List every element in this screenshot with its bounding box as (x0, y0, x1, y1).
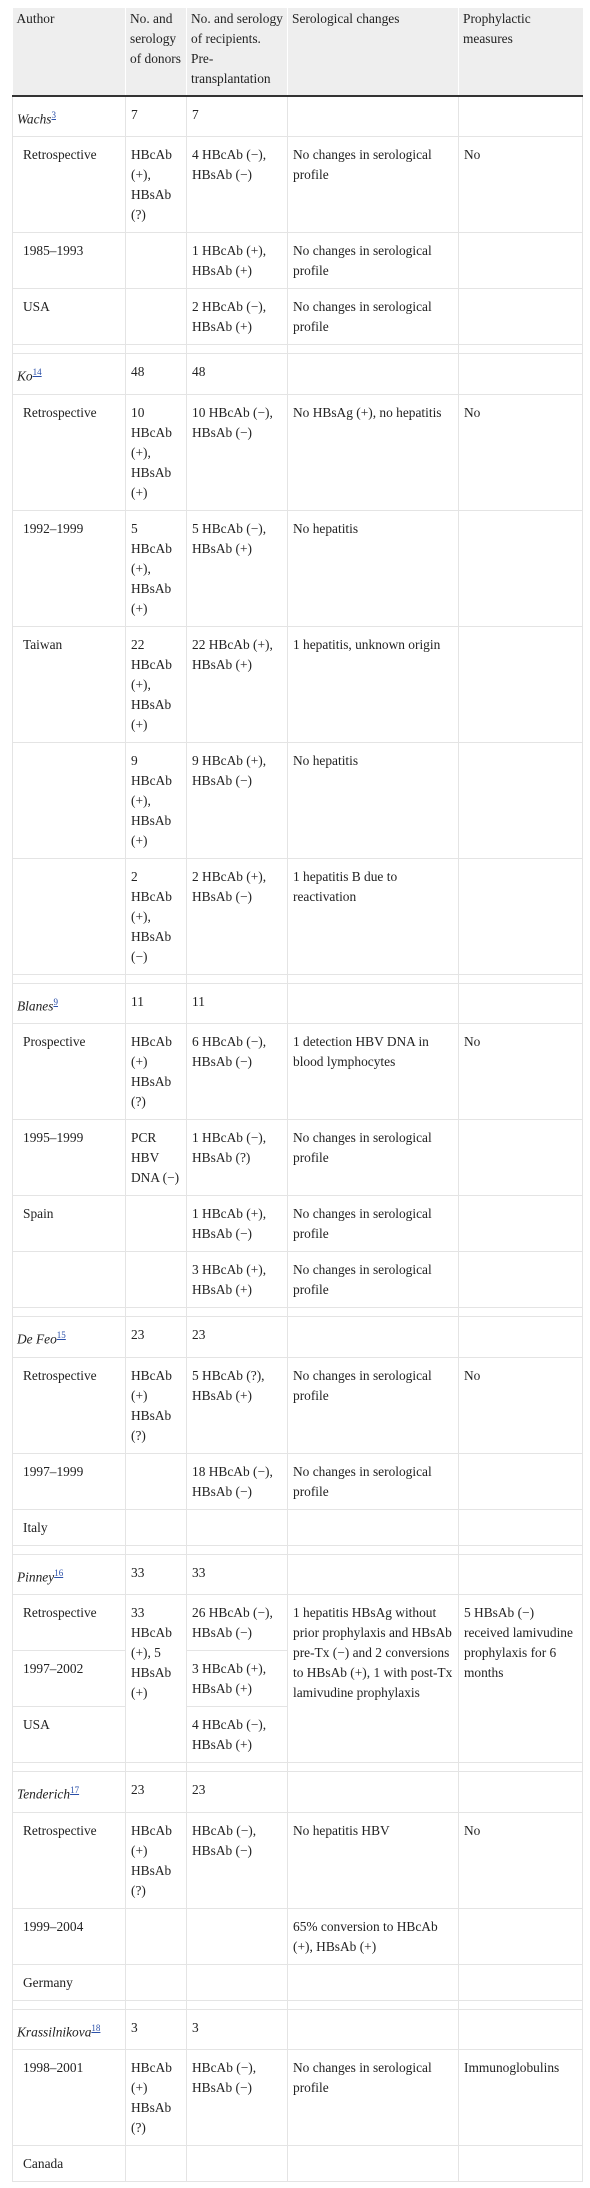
empty-cell (288, 1772, 459, 1812)
author-name: Blanes (17, 998, 54, 1014)
study-info: USA (13, 289, 126, 345)
prophylactic-measure (459, 858, 583, 974)
study-info: USA (13, 1707, 126, 1763)
donor-count: 23 (126, 1772, 187, 1812)
author-name: Tenderich (17, 1786, 71, 1802)
spacer-row (13, 1308, 583, 1317)
table-row (13, 1357, 583, 1453)
recipient-serology: 2 HBcAb (+), HBsAb (−) (187, 858, 288, 974)
donor-serology: PCR HBV DNA (−) (126, 1120, 187, 1196)
empty-cell (288, 1317, 459, 1357)
donor-serology (126, 1453, 187, 1509)
header-prophylactic-measures: Prophylactic measures (459, 8, 583, 96)
table-row (13, 289, 583, 345)
author-cell (13, 2009, 126, 2049)
author-row (13, 1772, 583, 1812)
study-info: Retrospective (13, 137, 126, 233)
recipient-serology: 9 HBcAb (+), HBsAb (−) (187, 742, 288, 858)
empty-cell (459, 354, 583, 394)
study-info: Retrospective (13, 1357, 126, 1453)
reference-link[interactable]: 18 (91, 2022, 101, 2033)
donor-serology (126, 1196, 187, 1252)
prophylactic-measure (459, 1196, 583, 1252)
reference-link[interactable]: 16 (54, 1567, 64, 1578)
serological-change: No hepatitis (288, 742, 459, 858)
recipient-serology: 3 HBcAb (+), HBsAb (+) (187, 1651, 288, 1707)
donor-count: 11 (126, 983, 187, 1023)
serological-change: No changes in serological profile (288, 1357, 459, 1453)
prophylactic-measure (459, 510, 583, 626)
header-author: Author (13, 8, 126, 96)
recipient-serology: 2 HBcAb (−), HBsAb (+) (187, 289, 288, 345)
study-info: 1997–1999 (13, 1453, 126, 1509)
table-row (13, 742, 583, 858)
table-row (13, 1453, 583, 1509)
author-name: Pinney (17, 1569, 55, 1585)
empty-cell (288, 1554, 459, 1594)
prophylactic-measure: No (459, 1024, 583, 1120)
reference-link[interactable]: 14 (32, 367, 42, 378)
author-row (13, 96, 583, 137)
empty-cell (459, 2009, 583, 2049)
prophylactic-measure (459, 742, 583, 858)
header-recipients: No. and serology of recipients. Pre-transplantation (187, 8, 288, 96)
serological-change: No changes in serological profile (288, 2050, 459, 2146)
prophylactic-measure (459, 1509, 583, 1545)
spacer-row (13, 974, 583, 983)
study-info: Canada (13, 2146, 126, 2182)
recipient-count: 33 (187, 1554, 288, 1594)
study-info: Retrospective (13, 1812, 126, 1908)
prophylactic-measure (459, 289, 583, 345)
recipient-serology: 5 HBcAb (−), HBsAb (+) (187, 510, 288, 626)
serological-change: 1 hepatitis HBsAg without prior prophylaxis and HBsAb pre-Tx (−) and 2 conversions to HBsAb (+), 1 with post-Tx lamivudine prophylaxis (288, 1595, 459, 1763)
serological-change (288, 2146, 459, 2182)
donor-serology (126, 1509, 187, 1545)
study-info: 1995–1999 (13, 1120, 126, 1196)
recipient-serology: 4 HBcAb (−), HBsAb (−) (187, 137, 288, 233)
table-row (13, 626, 583, 742)
donor-serology (126, 233, 187, 289)
recipient-serology: 1 HBcAb (+), HBsAb (+) (187, 233, 288, 289)
table-header (13, 8, 583, 96)
recipient-count: 23 (187, 1772, 288, 1812)
author-row (13, 2009, 583, 2049)
recipient-serology: 18 HBcAb (−), HBsAb (−) (187, 1453, 288, 1509)
author-cell (13, 96, 126, 137)
recipient-serology (187, 1509, 288, 1545)
recipient-serology (187, 2146, 288, 2182)
study-info: 1985–1993 (13, 233, 126, 289)
donor-serology (126, 1964, 187, 2000)
study-info (13, 858, 126, 974)
donor-serology: 9 HBcAb (+), HBsAb (+) (126, 742, 187, 858)
author-row (13, 1317, 583, 1357)
prophylactic-measure: No (459, 137, 583, 233)
donor-serology (126, 1908, 187, 1964)
prophylactic-measure: No (459, 1812, 583, 1908)
reference-link[interactable]: 3 (51, 110, 56, 120)
table-row (13, 1964, 583, 2000)
author-row (13, 983, 583, 1023)
study-info: Spain (13, 1196, 126, 1252)
donor-count: 3 (126, 2009, 187, 2049)
table-row (13, 2050, 583, 2146)
recipient-count: 23 (187, 1317, 288, 1357)
donor-serology: 5 HBcAb (+), HBsAb (+) (126, 510, 187, 626)
empty-cell (459, 1317, 583, 1357)
prophylactic-measure (459, 1964, 583, 2000)
recipient-count: 3 (187, 2009, 288, 2049)
donor-serology: HBcAb (+) HBsAb (?) (126, 1357, 187, 1453)
recipient-serology: HBcAb (−), HBsAb (−) (187, 2050, 288, 2146)
study-info: Germany (13, 1964, 126, 2000)
serological-change: 65% conversion to HBcAb (+), HBsAb (+) (288, 1908, 459, 1964)
donor-serology (126, 1252, 187, 1308)
table-row (13, 1595, 583, 1651)
table-row (13, 137, 583, 233)
header-row (13, 8, 583, 96)
recipient-serology: 4 HBcAb (−), HBsAb (+) (187, 1707, 288, 1763)
author-row (13, 354, 583, 394)
prophylactic-measure (459, 1120, 583, 1196)
serological-change: No hepatitis (288, 510, 459, 626)
serological-change (288, 1509, 459, 1545)
donor-count: 48 (126, 354, 187, 394)
recipient-serology: 10 HBcAb (−), HBsAb (−) (187, 394, 288, 510)
study-info (13, 742, 126, 858)
table-row (13, 510, 583, 626)
prophylactic-measure: No (459, 394, 583, 510)
prophylactic-measure: No (459, 1357, 583, 1453)
author-name: Wachs (17, 111, 52, 127)
serological-change: No changes in serological profile (288, 289, 459, 345)
reference-link[interactable]: 17 (70, 1785, 80, 1796)
recipient-serology (187, 1908, 288, 1964)
table-row (13, 2146, 583, 2182)
header-serological-changes: Serological changes (288, 8, 459, 96)
serological-change: No changes in serological profile (288, 1453, 459, 1509)
recipient-count: 7 (187, 96, 288, 137)
table-row (13, 1812, 583, 1908)
prophylactic-measure (459, 2146, 583, 2182)
spacer-row (13, 1545, 583, 1554)
serological-change: No changes in serological profile (288, 1252, 459, 1308)
donor-serology: HBcAb (+) HBsAb (?) (126, 2050, 187, 2146)
empty-cell (459, 1554, 583, 1594)
study-info: 1992–1999 (13, 510, 126, 626)
table-row (13, 1509, 583, 1545)
study-info: 1997–2002 (13, 1651, 126, 1707)
table-row (13, 233, 583, 289)
donor-serology: 22 HBcAb (+), HBsAb (+) (126, 626, 187, 742)
donor-count: 23 (126, 1317, 187, 1357)
empty-cell (459, 96, 583, 137)
serological-change: No HBsAg (+), no hepatitis (288, 394, 459, 510)
table-row (13, 1120, 583, 1196)
recipient-serology: 22 HBcAb (+), HBsAb (+) (187, 626, 288, 742)
author-cell (13, 1772, 126, 1812)
table-row (13, 858, 583, 974)
donor-serology: HBcAb (+), HBsAb (?) (126, 137, 187, 233)
serological-change (288, 1964, 459, 2000)
donor-serology: 33 HBcAb (+), 5 HBsAb (+) (126, 1595, 187, 1763)
recipient-serology: HBcAb (−), HBsAb (−) (187, 1812, 288, 1908)
recipient-serology: 26 HBcAb (−), HBsAb (−) (187, 1595, 288, 1651)
prophylactic-measure (459, 1908, 583, 1964)
study-info: Retrospective (13, 1595, 126, 1651)
empty-cell (288, 983, 459, 1023)
study-info (13, 1252, 126, 1308)
recipient-serology: 1 HBcAb (−), HBsAb (?) (187, 1120, 288, 1196)
prophylactic-measure: Immunoglobulins (459, 2050, 583, 2146)
author-name: De Feo (17, 1331, 57, 1347)
recipient-serology: 5 HBcAb (?), HBsAb (+) (187, 1357, 288, 1453)
spacer-row (13, 2000, 583, 2009)
study-info: Retrospective (13, 394, 126, 510)
empty-cell (288, 2009, 459, 2049)
table-body (13, 96, 583, 2182)
study-info: Prospective (13, 1024, 126, 1120)
study-info: Taiwan (13, 626, 126, 742)
study-info: Italy (13, 1509, 126, 1545)
spacer-row (13, 1763, 583, 1772)
study-info: 1999–2004 (13, 1908, 126, 1964)
study-info: 1998–2001 (13, 2050, 126, 2146)
author-name: Krassilnikova (17, 2024, 92, 2040)
recipient-serology (187, 1964, 288, 2000)
serological-change: No changes in serological profile (288, 233, 459, 289)
recipient-serology: 3 HBcAb (+), HBsAb (+) (187, 1252, 288, 1308)
author-cell (13, 1554, 126, 1594)
donor-serology: HBcAb (+) HBsAb (?) (126, 1812, 187, 1908)
recipient-count: 11 (187, 983, 288, 1023)
prophylactic-measure (459, 233, 583, 289)
table-row (13, 1252, 583, 1308)
serological-change: No changes in serological profile (288, 1196, 459, 1252)
author-cell (13, 983, 126, 1023)
spacer-row (13, 345, 583, 354)
header-donors: No. and serology of donors (126, 8, 187, 96)
author-row (13, 1554, 583, 1594)
reference-link[interactable]: 15 (56, 1330, 66, 1341)
serological-change: No changes in serological profile (288, 1120, 459, 1196)
prophylactic-measure (459, 1252, 583, 1308)
serological-change: 1 detection HBV DNA in blood lymphocytes (288, 1024, 459, 1120)
serological-change: 1 hepatitis B due to reactivation (288, 858, 459, 974)
donor-serology (126, 289, 187, 345)
recipient-count: 48 (187, 354, 288, 394)
donor-count: 7 (126, 96, 187, 137)
table-row (13, 1196, 583, 1252)
table-row (13, 1908, 583, 1964)
author-cell (13, 354, 126, 394)
prophylactic-measure (459, 626, 583, 742)
author-name: Ko (17, 368, 33, 384)
donor-count: 33 (126, 1554, 187, 1594)
recipient-serology: 1 HBcAb (+), HBsAb (−) (187, 1196, 288, 1252)
donor-serology: 10 HBcAb (+), HBsAb (+) (126, 394, 187, 510)
empty-cell (459, 1772, 583, 1812)
author-cell (13, 1317, 126, 1357)
reference-link[interactable]: 9 (53, 996, 58, 1007)
table-row (13, 394, 583, 510)
donor-serology: HBcAb (+) HBsAb (?) (126, 1024, 187, 1120)
empty-cell (288, 354, 459, 394)
donor-serology: 2 HBcAb (+), HBsAb (−) (126, 858, 187, 974)
serological-change: No hepatitis HBV (288, 1812, 459, 1908)
empty-cell (288, 96, 459, 137)
empty-cell (459, 983, 583, 1023)
table-row (13, 1024, 583, 1120)
prophylactic-measure (459, 1453, 583, 1509)
prophylactic-measure: 5 HBsAb (−) received lamivudine prophylaxis for 6 months (459, 1595, 583, 1763)
serological-change: No changes in serological profile (288, 137, 459, 233)
serological-change: 1 hepatitis, unknown origin (288, 626, 459, 742)
recipient-serology: 6 HBcAb (−), HBsAb (−) (187, 1024, 288, 1120)
serology-table (12, 8, 583, 2182)
donor-serology (126, 2146, 187, 2182)
